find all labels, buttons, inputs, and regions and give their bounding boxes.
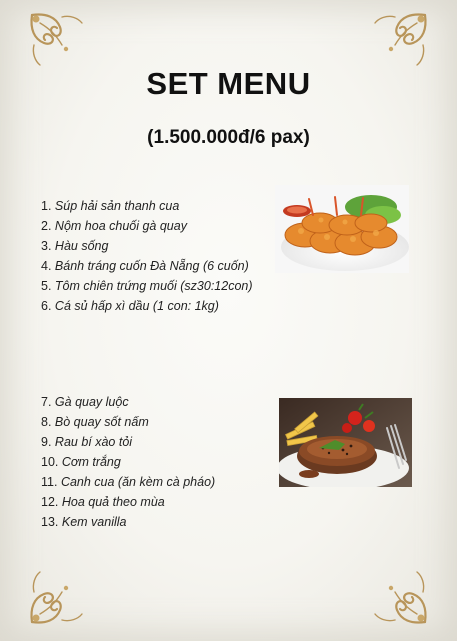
dish-name: Hàu sống bbox=[54, 239, 109, 253]
item-number: 11. bbox=[41, 475, 58, 489]
corner-ornament-top-left bbox=[26, 9, 88, 71]
list-item bbox=[41, 216, 253, 236]
dish-name: Cơm trắng bbox=[61, 455, 121, 469]
dish-name: Gà quay luộc bbox=[54, 395, 129, 409]
corner-ornament-top-right bbox=[369, 9, 431, 71]
dish-name: Nộm hoa chuối gà quay bbox=[54, 219, 187, 233]
item-number: 9. bbox=[41, 435, 52, 449]
fried-shrimp-photo bbox=[275, 185, 409, 273]
dish-name: Bánh tráng cuốn Đà Nẵng (6 cuốn) bbox=[54, 259, 249, 273]
dish-list-1 bbox=[41, 196, 253, 316]
list-item bbox=[41, 452, 215, 472]
dish-name: Kem vanilla bbox=[61, 515, 127, 529]
corner-ornament-bottom-right bbox=[369, 566, 431, 628]
item-number: 8. bbox=[41, 415, 52, 429]
dish-list-2 bbox=[41, 392, 215, 532]
list-item bbox=[41, 412, 215, 432]
dish-name: Bò quay sốt nấm bbox=[54, 415, 149, 429]
dish-name: Hoa quả theo mùa bbox=[61, 495, 165, 509]
item-number: 13. bbox=[41, 515, 59, 529]
item-number: 10. bbox=[41, 455, 59, 469]
item-number: 3. bbox=[41, 239, 52, 253]
grilled-steak-photo bbox=[279, 398, 412, 487]
dish-name: Cá sủ hấp xì dầu (1 con: 1kg) bbox=[54, 299, 219, 313]
list-item bbox=[41, 432, 215, 452]
item-number: 6. bbox=[41, 299, 52, 313]
corner-ornament-bottom-left bbox=[26, 566, 88, 628]
dish-name: Rau bí xào tỏi bbox=[54, 435, 133, 449]
dish-name: Súp hải sản thanh cua bbox=[54, 199, 180, 213]
list-item bbox=[41, 276, 253, 296]
list-item bbox=[41, 392, 215, 412]
list-item bbox=[41, 512, 215, 532]
item-number: 5. bbox=[41, 279, 52, 293]
list-item bbox=[41, 472, 215, 492]
dish-name: Tôm chiên trứng muối (sz30:12con) bbox=[54, 279, 253, 293]
dish-name: Canh cua (ăn kèm cà pháo) bbox=[60, 475, 216, 489]
item-number: 1. bbox=[41, 199, 52, 213]
menu-price: (1.500.000đ/6 pax) bbox=[147, 127, 310, 148]
item-number: 4. bbox=[41, 259, 52, 273]
list-item bbox=[41, 296, 253, 316]
item-number: 12. bbox=[41, 495, 59, 509]
list-item bbox=[41, 196, 253, 216]
list-item bbox=[41, 236, 253, 256]
menu-title: SET MENU bbox=[146, 66, 311, 101]
list-item bbox=[41, 492, 215, 512]
item-number: 7. bbox=[41, 395, 52, 409]
item-number: 2. bbox=[41, 219, 52, 233]
list-item bbox=[41, 256, 253, 276]
